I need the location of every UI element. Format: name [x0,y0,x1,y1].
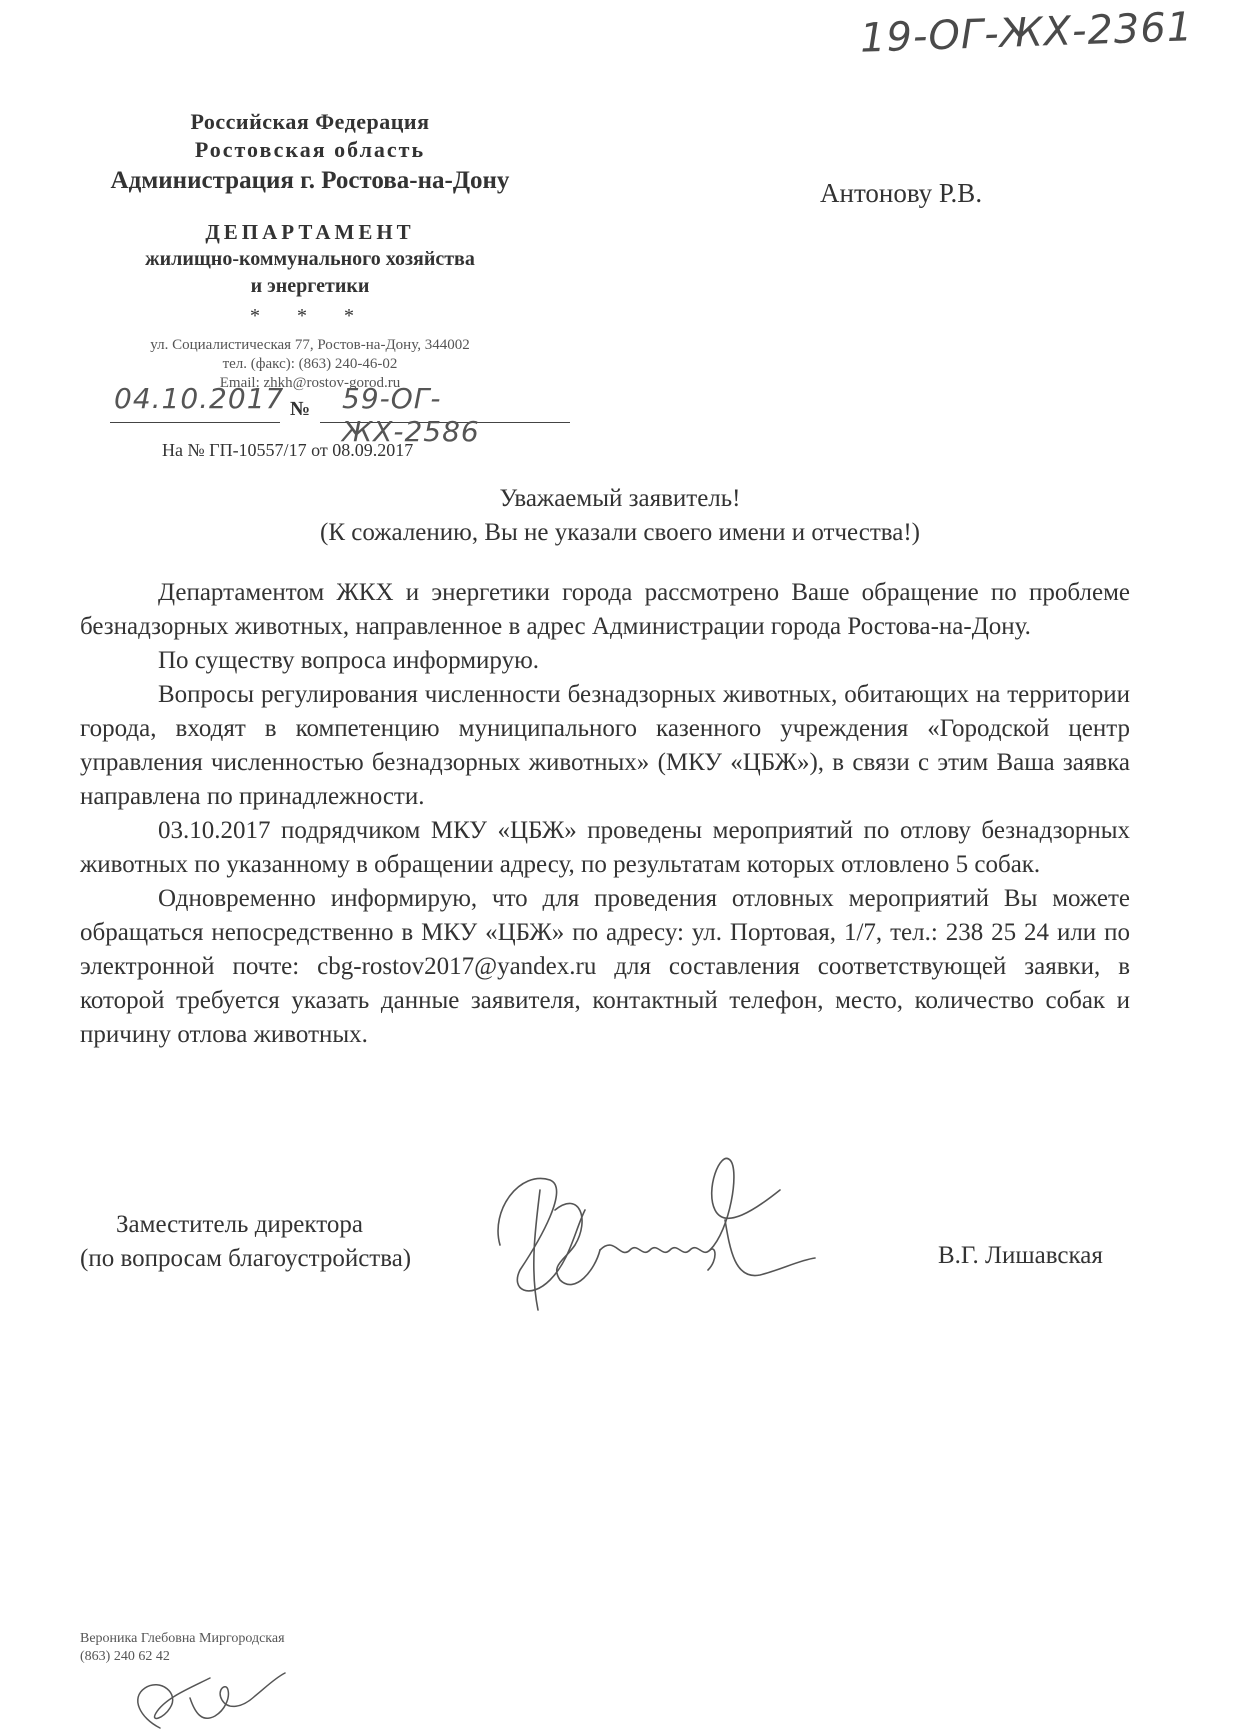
letterhead-phone: тел. (факс): (863) 240-46-02 [222,356,398,372]
handwritten-registration-number: 19-ОГ-ЖХ-2361 [859,4,1194,62]
outgoing-number-handwritten: 59-ОГ-ЖХ-2586 [342,382,480,448]
signatory-title [80,1208,411,1276]
outgoing-date-handwritten: 04.10.2017 [114,382,285,415]
letterhead-department-title: ДЕПАРТАМЕНТ [205,220,415,244]
letterhead-country: Российская Федерация [190,109,430,134]
handwritten-signature [480,1150,820,1320]
letterhead-department-line1: жилищно-коммунального хозяйства [145,248,475,270]
executor-info [80,1630,285,1666]
letterhead-administration: Администрация г. Ростова-на-Дону [110,167,510,194]
letterhead-stars: * * * [250,305,370,327]
executor-initials [120,1668,300,1730]
letterhead-email: Email: zhkh@rostov-gorod.ru [219,375,401,391]
addressee: Антонову Р.В. [820,178,983,208]
letterhead-department-line2: и энергетики [250,275,370,297]
signatory-title-line2: (по вопросам благоустройства) [80,1245,412,1272]
signatory-title-line1: Заместитель директора [116,1211,363,1238]
reference-number: На № ГП-10557/17 от 08.09.2017 [162,440,414,460]
salutation-line1: Уважаемый заявитель! [499,485,741,512]
letterhead [60,108,560,393]
letterhead-address: ул. Социалистическая 77, Ростов-на-Дону, 344002 [150,337,470,353]
executor-phone: (863) 240 62 42 [80,1649,170,1664]
body-paragraph-5: Одновременно информирую, что для проведения отловных мероприятий Вы можете обращаться непосредственно в МКУ «ЦБЖ» по адресу: ул. Портовая, 1/7, тел.: 238 25 24 или по электронной почте: cbg-rostov2017@yandex.ru для составления соответствующей заявки, в которой требуется указать данные заявителя, контактный телефон, место, количество собак и причину отлова животных. [80,885,1130,1048]
letter-body [80,576,1130,1052]
outgoing-date-field [110,382,285,423]
body-paragraph-1: Департаментом ЖКХ и энергетики города рассмотрено Ваше обращение по проблеме безнадзорных животных, направленное в адрес Администрации города Ростова-на-Дону. [80,579,1130,640]
letterhead-region: Ростовская область [194,137,426,162]
salutation-line2: (К сожалению, Вы не указали своего имени и отчества!) [320,519,920,546]
body-paragraph-4: 03.10.2017 подрядчиком МКУ «ЦБЖ» проведены мероприятий по отлову безнадзорных животных по указанному в обращении адресу, по результатам которых отловлено 5 собак. [80,817,1130,878]
outgoing-number-field [320,382,570,448]
executor-name: Вероника Глебовна Миргородская [80,1631,285,1646]
body-paragraph-3: Вопросы регулирования численности безнадзорных животных, обитающих на территории города, входят в компетенцию муниципального казенного учреждения «Городской центр управления численностью безнадзорных животных» (МКУ «ЦБЖ»), в связи с этим Ваша заявка направлена по принадлежности. [80,681,1130,810]
signatory-name: В.Г. Лишавская [938,1242,1103,1269]
salutation [0,482,1240,550]
outgoing-number-label: № [290,398,311,420]
body-paragraph-2: По существу вопроса информирую. [158,647,540,674]
